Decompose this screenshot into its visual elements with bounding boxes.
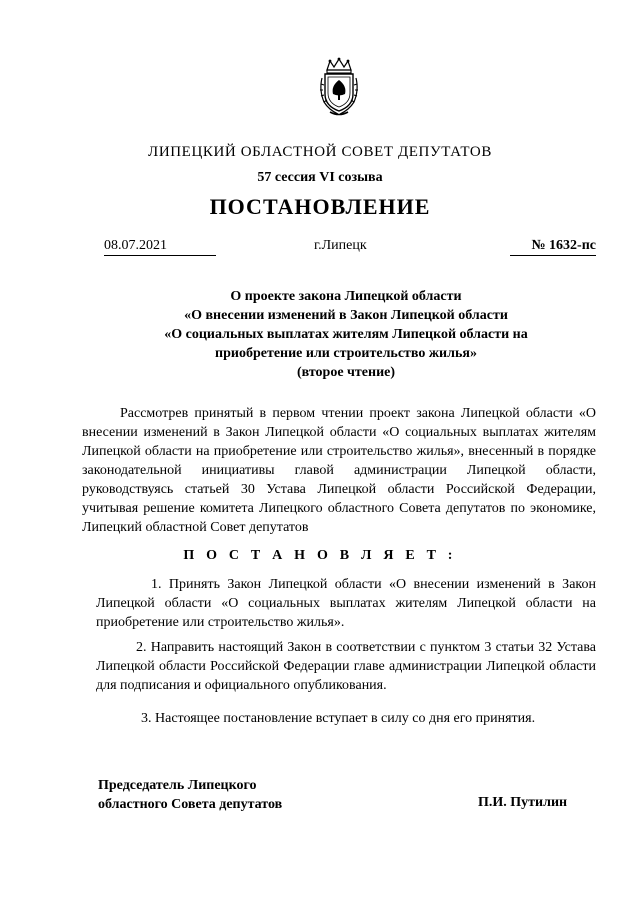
title-line: (второе чтение) — [296, 365, 396, 380]
document-number: № 1632-пс — [510, 238, 596, 256]
document-city: г.Липецк — [314, 238, 367, 253]
coat-of-arms-icon — [316, 56, 362, 118]
resolution-item: 1. Принять Закон Липецкой области «О внесении изменений в Закон Липецкой области «О социальных выплатах жителям Липецкой области на приобретение или строительство жилья». — [96, 577, 596, 630]
signatory-position — [98, 776, 282, 814]
resolution-item: 2. Направить настоящий Закон в соответствии с пунктом 3 статьи 32 Устава Липецкой области Российской Федерации главе администрации Липецкой области для подписания и официального опубликования. — [96, 640, 596, 693]
title-line: «О внесении изменений в Закон Липецкой области — [184, 308, 508, 323]
signatory-position-line: Председатель Липецкого — [98, 778, 257, 793]
title-line: «О социальных выплатах жителям Липецкой области на — [164, 327, 528, 342]
resolution-item: 3. Настоящее постановление вступает в силу со дня его принятия. — [141, 711, 536, 726]
resolves-heading: П О С Т А Н О В Л Я Е Т : — [183, 548, 457, 563]
signatory-name: П.И. Путилин — [478, 795, 568, 810]
signatory-position-line: областного Совета депутатов — [98, 797, 283, 812]
document-title — [120, 287, 572, 382]
title-line: О проекте закона Липецкой области — [230, 289, 462, 304]
council-name: ЛИПЕЦКИЙ ОБЛАСТНОЙ СОВЕТ ДЕПУТАТОВ — [148, 144, 492, 160]
preamble-paragraph: Рассмотрев принятый в первом чтении проект закона Липецкой области «О внесении изменений в Закон Липецкой области «О социальных выплатах жителям Липецкой области на приобретение или строительство жилья», внесенный в порядке законодательной инициативы главой администрации Липецкой области, руководствуясь статьей 30 Устава Липецкой области Российской Федерации, учитывая решение комитета Липецкого областного Совета депутатов по экономике, Липецкий областной Совет депутатов — [82, 406, 596, 535]
document-type-heading: ПОСТАНОВЛЕНИЕ — [209, 194, 431, 219]
document-date: 08.07.2021 — [104, 238, 216, 256]
title-line: приобретение или строительство жилья» — [215, 346, 477, 361]
session-line: 57 сессия VI созыва — [257, 170, 383, 185]
